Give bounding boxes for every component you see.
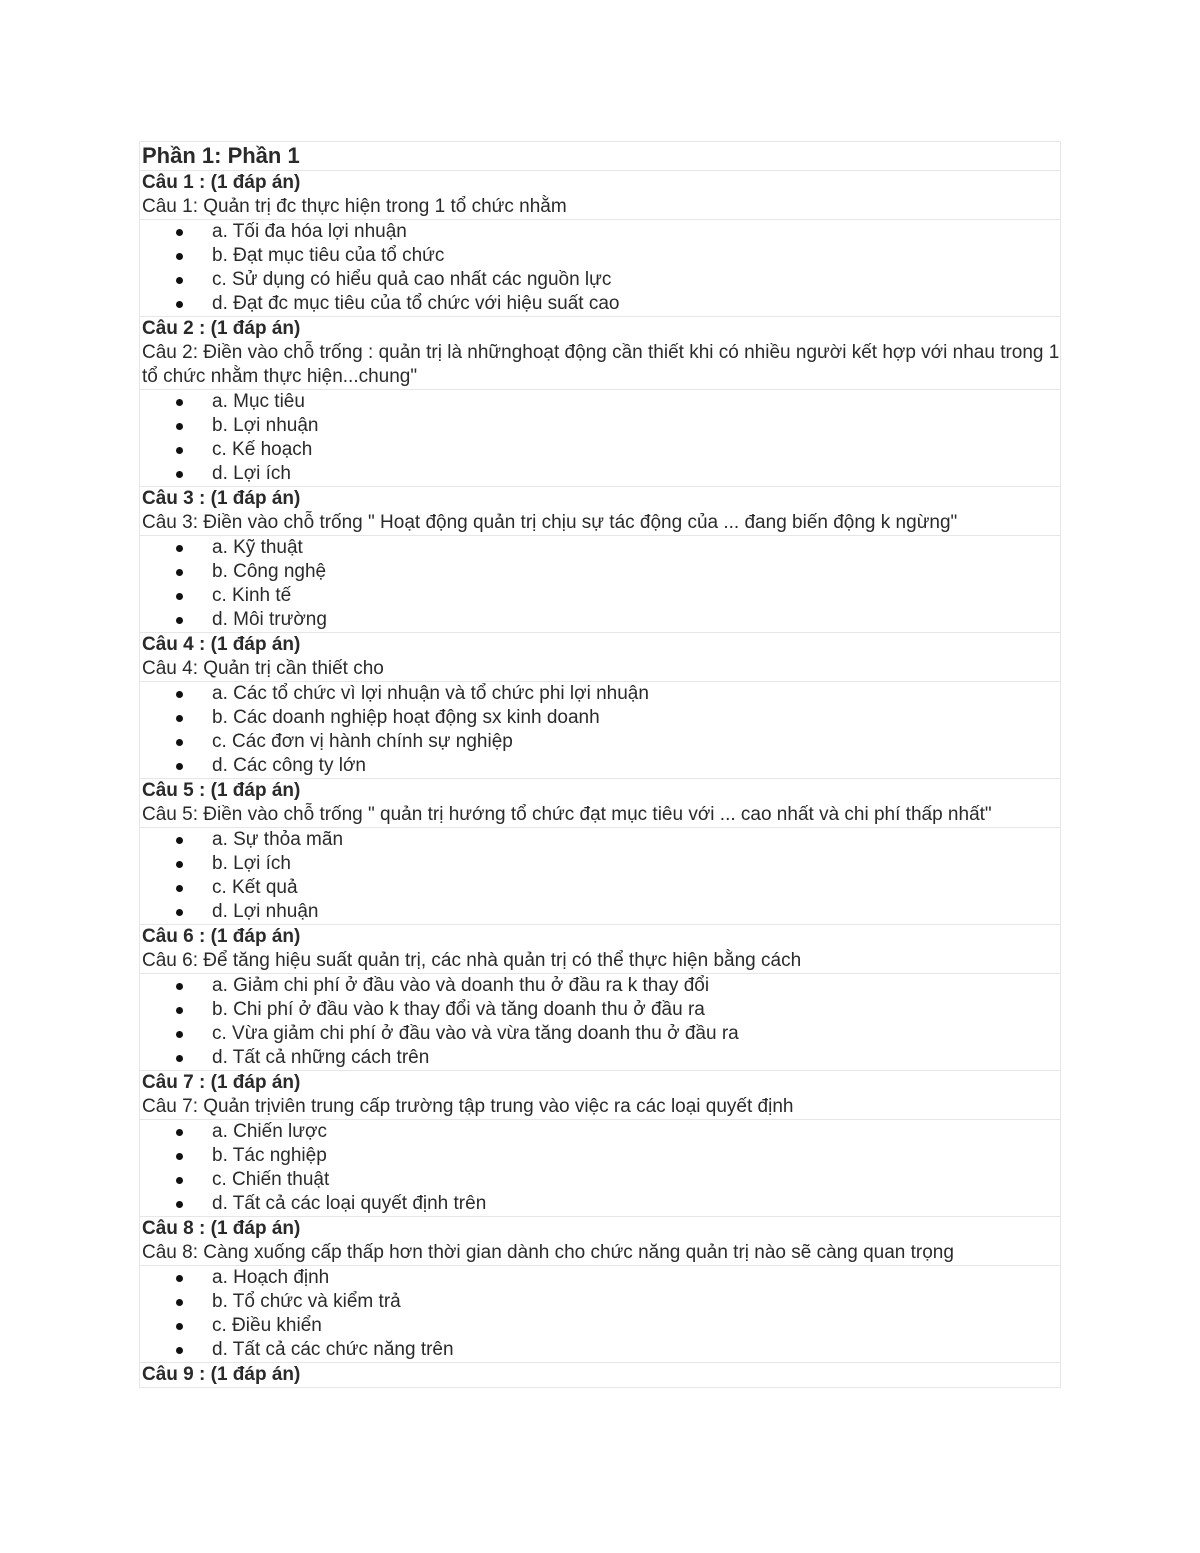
option-list: [140, 536, 1060, 633]
question-block: [140, 1071, 1060, 1217]
option-item[interactable]: [140, 1120, 1060, 1144]
question-heading: Câu 9 : (1 đáp án): [140, 1363, 1060, 1388]
option-label: a. Hoạch định: [212, 1267, 330, 1288]
option-label: a. Các tổ chức vì lợi nhuận và tổ chức phi lợi nhuận: [212, 683, 649, 704]
bullet-icon: [176, 739, 183, 746]
question-text: Câu 6: Để tăng hiệu suất quản trị, các nhà quản trị có thể thực hiện bằng cách: [140, 949, 1060, 974]
option-label: a. Sự thỏa mãn: [212, 829, 344, 850]
question-block: [140, 1217, 1060, 1363]
option-item[interactable]: [140, 754, 1060, 778]
bullet-icon: [176, 1055, 183, 1062]
option-item[interactable]: [140, 390, 1060, 414]
question-text: Câu 2: Điền vào chỗ trống : quản trị là nhữnghoạt động cần thiết khi có nhiều người kết hợp với nhau trong 1 tổ chức nhằm thực hiện...chung": [140, 341, 1060, 390]
option-label: b. Tác nghiệp: [212, 1145, 327, 1166]
option-label: c. Điều khiển: [212, 1315, 322, 1336]
option-list: [140, 390, 1060, 487]
bullet-icon: [176, 1275, 183, 1282]
question-block: [140, 317, 1060, 487]
bullet-icon: [176, 837, 183, 844]
bullet-icon: [176, 301, 183, 308]
option-label: c. Kế hoạch: [212, 439, 313, 460]
question-text: Câu 1: Quản trị đc thực hiện trong 1 tổ chức nhằm: [140, 195, 1060, 220]
option-item[interactable]: [140, 706, 1060, 730]
bullet-icon: [176, 399, 183, 406]
option-item[interactable]: [140, 608, 1060, 632]
option-item[interactable]: [140, 876, 1060, 900]
option-label: c. Sử dụng có hiểu quả cao nhất các nguồn lực: [212, 269, 612, 290]
bullet-icon: [176, 763, 183, 770]
option-item[interactable]: [140, 438, 1060, 462]
bullet-icon: [176, 861, 183, 868]
option-item[interactable]: [140, 268, 1060, 292]
option-label: c. Kinh tế: [212, 585, 292, 606]
question-block: [140, 487, 1060, 633]
question-text: Câu 4: Quản trị cần thiết cho: [140, 657, 1060, 682]
bullet-icon: [176, 1153, 183, 1160]
option-item[interactable]: [140, 584, 1060, 608]
bullet-icon: [176, 1347, 183, 1354]
option-item[interactable]: [140, 1338, 1060, 1362]
option-label: d. Các công ty lớn: [212, 755, 366, 776]
option-item[interactable]: [140, 244, 1060, 268]
option-item[interactable]: [140, 1168, 1060, 1192]
question-heading: Câu 1 : (1 đáp án): [142, 172, 301, 193]
option-list: [140, 1266, 1060, 1363]
question-heading: Câu 3 : (1 đáp án): [142, 488, 301, 509]
option-item[interactable]: [140, 220, 1060, 244]
question-heading: Câu 7 : (1 đáp án): [142, 1072, 301, 1093]
bullet-icon: [176, 1177, 183, 1184]
option-item[interactable]: [140, 1314, 1060, 1338]
option-item[interactable]: [140, 1046, 1060, 1070]
bullet-icon: [176, 229, 183, 236]
bullet-icon: [176, 471, 183, 478]
option-item[interactable]: [140, 560, 1060, 584]
option-item[interactable]: [140, 292, 1060, 316]
option-list: [140, 220, 1060, 317]
option-item[interactable]: [140, 682, 1060, 706]
part-title: Phần 1: Phần 1: [140, 142, 1060, 171]
option-label: a. Mục tiêu: [212, 391, 305, 412]
option-item[interactable]: [140, 1192, 1060, 1216]
quiz-document: [139, 141, 1061, 1388]
option-list: [140, 828, 1060, 925]
bullet-icon: [176, 1007, 183, 1014]
question-text: Câu 7: Quản trịviên trung cấp trường tập trung vào việc ra các loại quyết định: [140, 1095, 1060, 1120]
option-label: a. Kỹ thuật: [212, 537, 303, 558]
bullet-icon: [176, 885, 183, 892]
bullet-icon: [176, 447, 183, 454]
option-label: c. Chiến thuật: [212, 1169, 330, 1190]
option-label: b. Công nghệ: [212, 561, 327, 582]
option-label: d. Lợi nhuận: [212, 901, 319, 922]
bullet-icon: [176, 617, 183, 624]
option-label: c. Kết quả: [212, 877, 298, 898]
option-list: [140, 682, 1060, 779]
option-label: c. Vừa giảm chi phí ở đầu vào và vừa tăng doanh thu ở đầu ra: [212, 1023, 739, 1044]
bullet-icon: [176, 1031, 183, 1038]
option-label: b. Các doanh nghiệp hoạt động sx kinh doanh: [212, 707, 600, 728]
question-heading: Câu 2 : (1 đáp án): [142, 318, 301, 339]
bullet-icon: [176, 1323, 183, 1330]
question-block: [140, 633, 1060, 779]
option-label: d. Tất cả các loại quyết định trên: [212, 1193, 487, 1214]
option-item[interactable]: [140, 900, 1060, 924]
question-heading: Câu 6 : (1 đáp án): [142, 926, 301, 947]
bullet-icon: [176, 691, 183, 698]
question-text: Câu 3: Điền vào chỗ trống " Hoạt động quản trị chịu sự tác động của ... đang biến động k ngừng": [140, 511, 1060, 536]
bullet-icon: [176, 423, 183, 430]
option-item[interactable]: [140, 1290, 1060, 1314]
option-label: a. Chiến lược: [212, 1121, 327, 1142]
bullet-icon: [176, 1201, 183, 1208]
option-label: d. Đạt đc mục tiêu của tổ chức với hiệu suất cao: [212, 293, 620, 314]
option-label: a. Tối đa hóa lợi nhuận: [212, 221, 407, 242]
bullet-icon: [176, 715, 183, 722]
option-label: b. Đạt mục tiêu của tổ chức: [212, 245, 445, 266]
option-label: b. Lợi ích: [212, 853, 291, 874]
question-block: [140, 779, 1060, 925]
bullet-icon: [176, 253, 183, 260]
option-item[interactable]: [140, 730, 1060, 754]
option-label: d. Môi trường: [212, 609, 327, 630]
option-label: b. Tổ chức và kiểm trả: [212, 1291, 401, 1312]
bullet-icon: [176, 909, 183, 916]
option-item[interactable]: [140, 462, 1060, 486]
question-heading: Câu 4 : (1 đáp án): [142, 634, 301, 655]
question-block: [140, 925, 1060, 1071]
option-item[interactable]: [140, 1266, 1060, 1290]
option-label: d. Lợi ích: [212, 463, 291, 484]
bullet-icon: [176, 277, 183, 284]
option-item[interactable]: [140, 1144, 1060, 1168]
question-block: [140, 171, 1060, 317]
option-item[interactable]: [140, 852, 1060, 876]
option-item[interactable]: [140, 828, 1060, 852]
bullet-icon: [176, 545, 183, 552]
option-label: d. Tất cả những cách trên: [212, 1047, 430, 1068]
option-label: c. Các đơn vị hành chính sự nghiệp: [212, 731, 513, 752]
bullet-icon: [176, 1129, 183, 1136]
question-heading: Câu 8 : (1 đáp án): [142, 1218, 301, 1239]
option-item[interactable]: [140, 998, 1060, 1022]
question-heading: Câu 5 : (1 đáp án): [142, 780, 301, 801]
question-text: Câu 8: Càng xuống cấp thấp hơn thời gian dành cho chức năng quản trị nào sẽ càng quan trọng: [140, 1241, 1060, 1266]
option-item[interactable]: [140, 414, 1060, 438]
option-list: [140, 974, 1060, 1071]
option-item[interactable]: [140, 1022, 1060, 1046]
bullet-icon: [176, 1299, 183, 1306]
option-item[interactable]: [140, 974, 1060, 998]
question-text: Câu 5: Điền vào chỗ trống " quản trị hướng tổ chức đạt mục tiêu với ... cao nhất và chi phí thấp nhất": [140, 803, 1060, 828]
bullet-icon: [176, 569, 183, 576]
bullet-icon: [176, 983, 183, 990]
bullet-icon: [176, 593, 183, 600]
option-label: b. Chi phí ở đầu vào k thay đổi và tăng doanh thu ở đầu ra: [212, 999, 705, 1020]
option-label: b. Lợi nhuận: [212, 415, 319, 436]
option-label: a. Giảm chi phí ở đầu vào và doanh thu ở đầu ra k thay đổi: [212, 975, 710, 996]
option-label: d. Tất cả các chức năng trên: [212, 1339, 454, 1360]
option-list: [140, 1120, 1060, 1217]
option-item[interactable]: [140, 536, 1060, 560]
